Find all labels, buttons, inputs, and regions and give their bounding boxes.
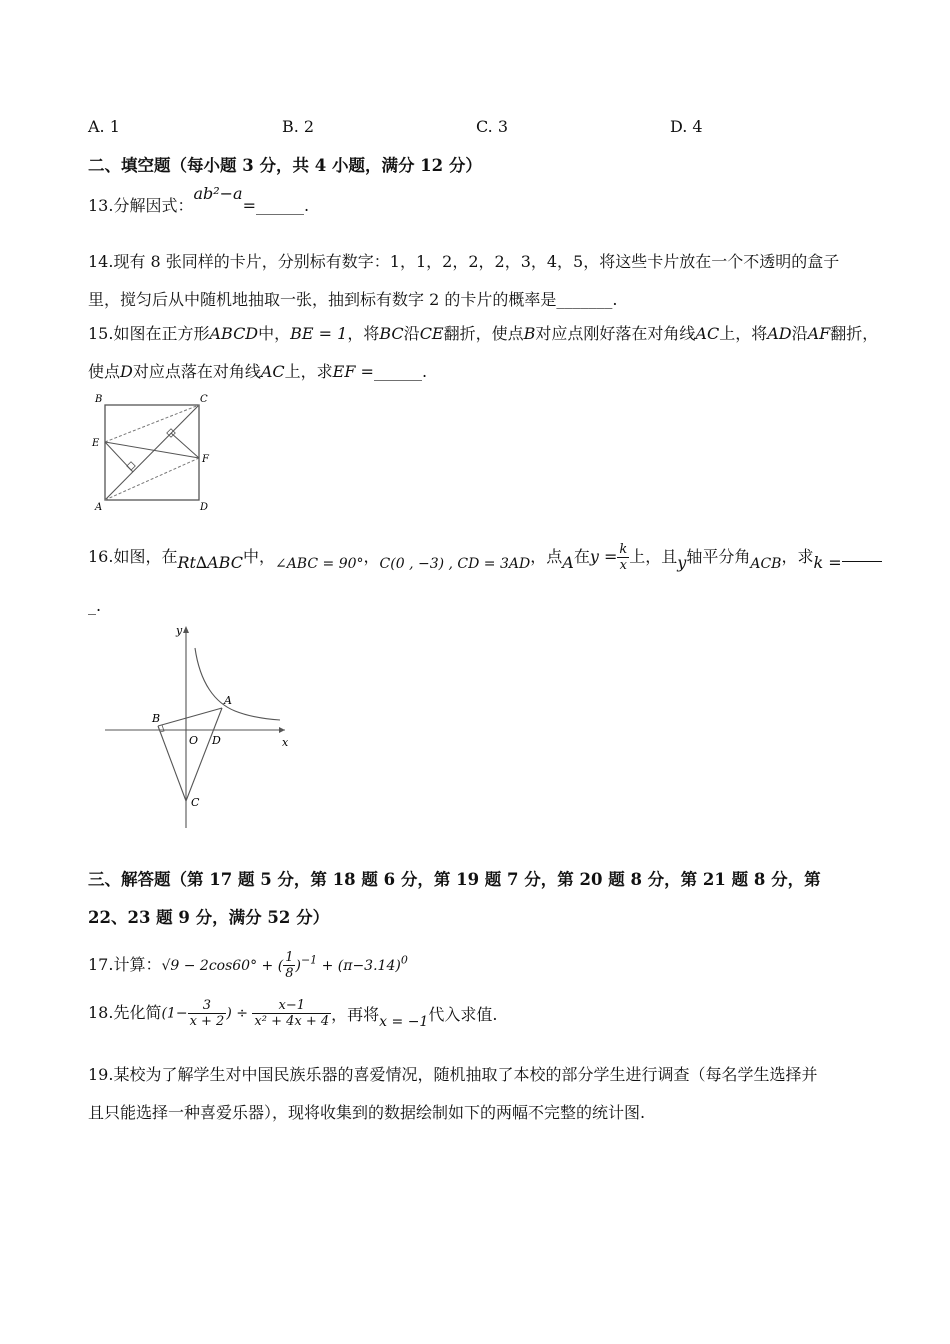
option-a: A. 1 bbox=[88, 117, 120, 136]
label-e: E bbox=[92, 438, 100, 449]
option-c: C. 3 bbox=[476, 117, 509, 136]
question-15-line-2: 使点D对应点落在对角线AC上，求EF =______. bbox=[88, 362, 428, 381]
q13-answer-blank: =______. bbox=[242, 196, 310, 215]
q16-answer-blank bbox=[842, 547, 882, 562]
option-d: D. 4 bbox=[670, 117, 703, 136]
question-16-line-1: 16.如图，在Rt∆ABC中，∠ABC = 90°，C(0 , −3) , CD = 3AD，点A在y = $\frac{k}{x}$ 上，且y轴平分角ACB，求k = bbox=[88, 542, 882, 573]
label-f: F bbox=[202, 454, 209, 465]
label-a: A bbox=[224, 694, 232, 707]
question-14-line-1: 14.现有 8 张同样的卡片，分别标有数字：1，1，2，2，2，3，4，5，将这些卡片放在一个不透明的盒子 bbox=[88, 252, 840, 271]
q15-square-figure bbox=[85, 390, 215, 515]
q13-prefix: 13.分解因式： bbox=[88, 196, 194, 215]
question-19-line-1: 19.某校为了解学生对中国民族乐器的喜爱情况，随机抽取了本校的部分学生进行调查（每名学生选择并 bbox=[88, 1065, 818, 1084]
q16-fraction-k-over-x: $\frac{k}{x}$ bbox=[619, 542, 628, 573]
label-d: D bbox=[212, 734, 221, 747]
q17-fraction-one-eighth: $\frac{1}{8}$ bbox=[285, 950, 294, 981]
question-17: 17.计算：√9 − 2cos60° + ( $\frac{1}{8}$ )$^{-1} + (\pi-3.14)^0$ bbox=[88, 950, 408, 981]
label-c: C bbox=[191, 796, 200, 809]
label-a: A bbox=[95, 502, 103, 513]
section-heading-solutions-line-1: 三、解答题（第 17 题 5 分，第 18 题 6 分，第 19 题 7 分，第 20 题 8 分，第 21 题 8 分，第 bbox=[88, 870, 821, 889]
label-x: x bbox=[282, 736, 289, 749]
option-b: B. 2 bbox=[282, 117, 315, 136]
q16-coordinate-figure bbox=[100, 618, 300, 833]
section-heading-solutions-line-2: 22、23 题 9 分，满分 52 分） bbox=[88, 908, 330, 927]
segment-ba bbox=[158, 708, 222, 726]
segment-ef bbox=[105, 442, 199, 458]
label-b: B bbox=[152, 712, 161, 725]
question-18: 18.先化简(1− $\frac{3}{x + 2}$ ) ÷ $\frac{x-1}{\text{x² + 4x + 4}}$ ，再将x = −1代入求值. bbox=[88, 998, 498, 1030]
q13-expression: ab²−a bbox=[193, 184, 243, 203]
hyperbola-curve bbox=[195, 648, 280, 720]
diagonal-ac bbox=[105, 405, 199, 500]
segment-bc bbox=[158, 726, 186, 801]
question-15-line-1: 15.如图在正方形ABCD中，BE = 1，将BC沿CE翻折，使点B对应点刚好落在对角线AC上，将AD沿AF翻折， bbox=[88, 324, 879, 343]
question-19-line-2: 且只能选择一种喜爱乐器），现将收集到的数据绘制如下的两幅不完整的统计图. bbox=[88, 1103, 646, 1122]
question-14-line-2: 里，搅匀后从中随机地抽取一张，抽到标有数字 2 的卡片的概率是_______. bbox=[88, 290, 618, 309]
label-c: C bbox=[200, 394, 208, 405]
right-angle-mark bbox=[160, 725, 164, 732]
fold-line-af bbox=[105, 458, 199, 500]
q18-fraction-3-over-x-plus-2: $\frac{3}{x + 2}$ bbox=[189, 998, 225, 1029]
segment-ca bbox=[186, 708, 222, 801]
label-y: y bbox=[176, 624, 183, 637]
label-o: O bbox=[189, 734, 199, 747]
question-16-line-2: _. bbox=[88, 596, 102, 615]
fold-line-ce bbox=[105, 405, 199, 442]
question-13 bbox=[88, 184, 310, 216]
label-d: D bbox=[200, 502, 209, 513]
section-heading-fill-in: 二、填空题（每小题 3 分，共 4 小题，满分 12 分） bbox=[88, 156, 482, 175]
q18-fraction-main: $\frac{x-1}{\text{x² + 4x + 4}}$ bbox=[254, 998, 330, 1029]
label-b: B bbox=[95, 394, 103, 405]
